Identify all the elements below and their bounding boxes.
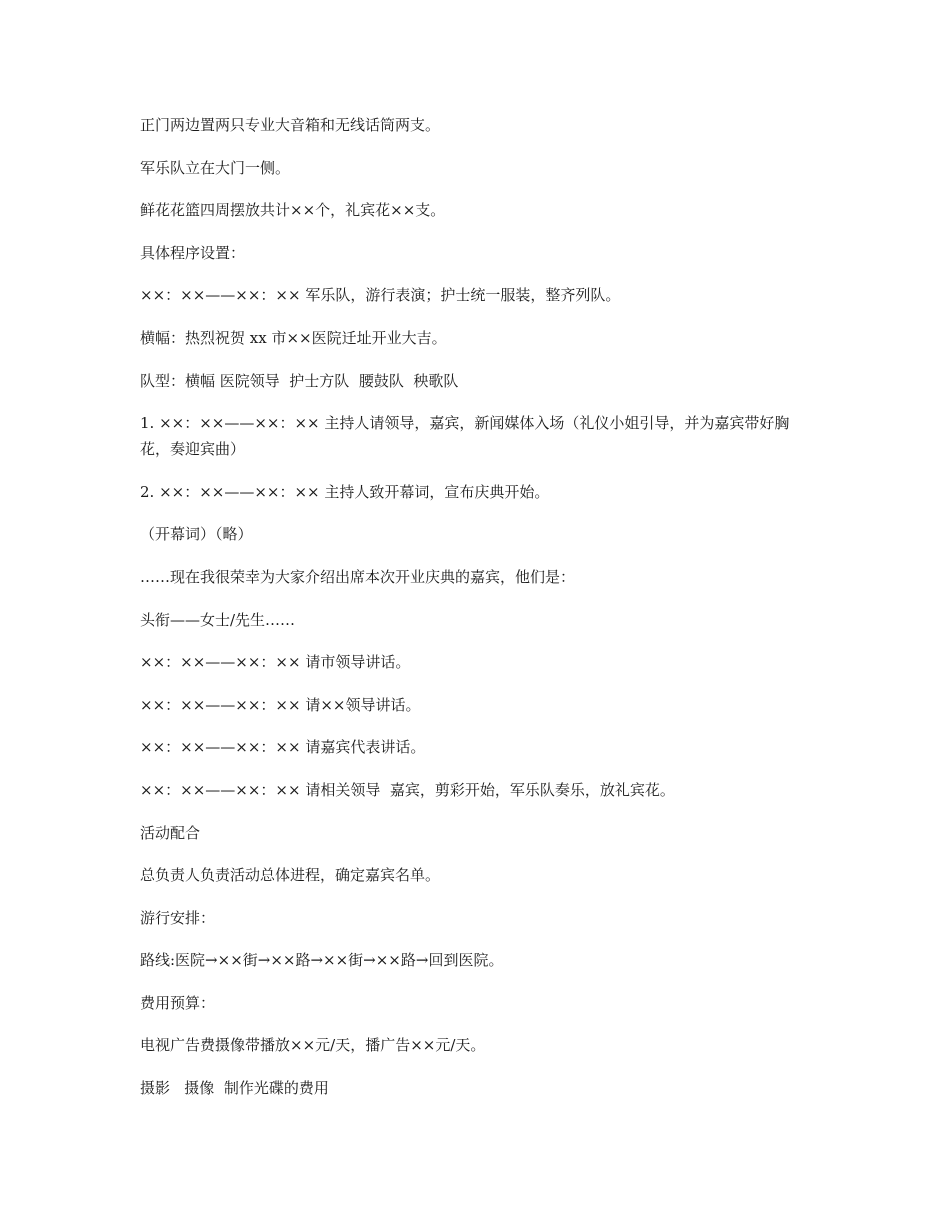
paragraph-tv-ad-cost: 电视广告费摄像带播放××元/天，播广告××元/天。 <box>140 1036 486 1055</box>
paragraph-leader-speech: ××：××——××：×× 请××领导讲话。 <box>140 695 421 714</box>
paragraph-opening-speech: （开幕词）（略） <box>140 525 253 544</box>
paragraph-photo-video-cost: 摄影 摄像 制作光碟的费用 <box>140 1079 329 1098</box>
paragraph-flower-baskets: 鲜花花篮四周摆放共计××个，礼宾花××支。 <box>140 201 446 220</box>
paragraph-band-position: 军乐队立在大门一侧。 <box>140 158 291 177</box>
paragraph-city-leader-speech: ××：××——××：×× 请市领导讲话。 <box>140 653 411 672</box>
paragraph-formation: 队型：横幅 医院领导 护士方队 腰鼓队 秧歌队 <box>140 371 459 390</box>
paragraph-step-1: 1. ××：××——××：×× 主持人请领导，嘉宾，新闻媒体入场（礼仪小姐引导，并为嘉宾带好胸花，奏迎宾曲） <box>140 414 790 459</box>
paragraph-ribbon-cutting: ××：××——××：×× 请相关领导 嘉宾，剪彩开始，军乐队奏乐，放礼宾花。 <box>140 780 675 799</box>
paragraph-parade-route: 路线:医院→××街→××路→××街→××路→回到医院。 <box>140 951 504 970</box>
paragraph-guest-speech: ××：××——××：×× 请嘉宾代表讲话。 <box>140 738 426 757</box>
paragraph-band-parade: ××：××——××：×× 军乐队，游行表演；护士统一服装，整齐列队。 <box>140 286 621 305</box>
paragraph-budget-heading: 费用预算： <box>140 993 216 1012</box>
paragraph-step-2: 2. ××：××——××：×× 主持人致开幕词，宣布庆典开始。 <box>140 482 550 501</box>
paragraph-banner: 横幅：热烈祝贺 xx 市××医院迁址开业大吉。 <box>140 328 447 347</box>
paragraph-parade-heading: 游行安排： <box>140 908 216 927</box>
paragraph-activity-coordination: 活动配合 <box>140 823 201 842</box>
paragraph-guest-title: 头衔——女士/先生…… <box>140 610 296 629</box>
paragraph-guest-intro: ……现在我很荣幸为大家介绍出席本次开业庆典的嘉宾，他们是： <box>140 567 576 586</box>
document-body <box>140 112 810 1118</box>
paragraph-speakers-setup: 正门两边置两只专业大音箱和无线话筒两支。 <box>140 116 441 134</box>
paragraph-program-heading: 具体程序设置： <box>140 243 246 262</box>
paragraph-overall-lead: 总负责人负责活动总体进程，确定嘉宾名单。 <box>140 866 441 885</box>
